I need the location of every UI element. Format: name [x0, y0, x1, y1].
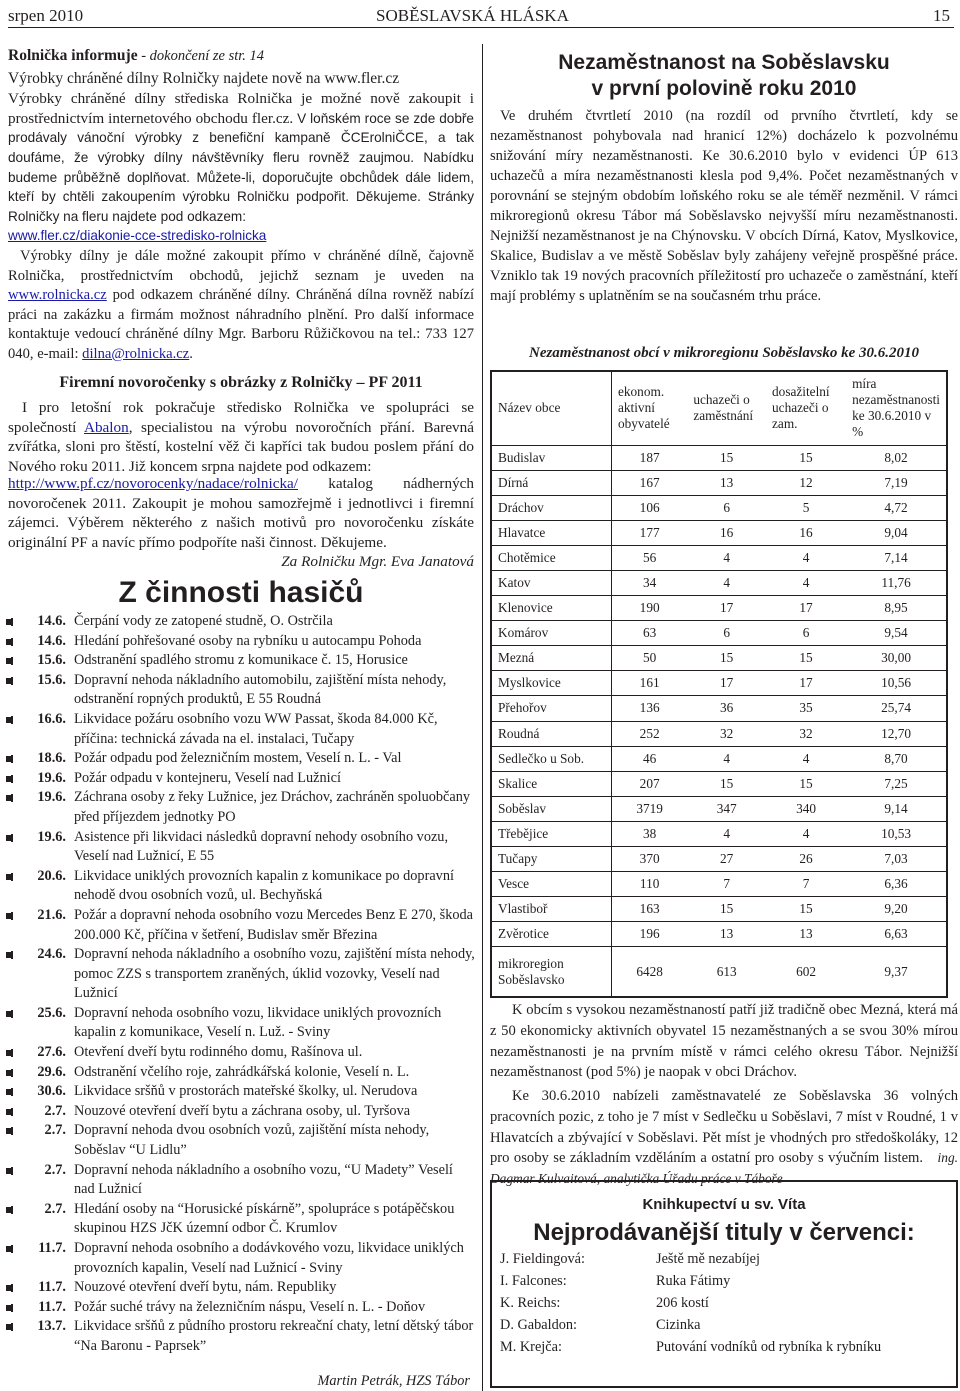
- event-date: 2.7.: [44, 1122, 66, 1139]
- column-header: ekonom. aktivní obyvatelé: [611, 371, 687, 445]
- bookshop-box: [490, 1180, 958, 1388]
- table-cell: 50: [611, 646, 687, 671]
- municipality-name: Třebějice: [491, 821, 611, 846]
- table-cell: 10,53: [846, 821, 947, 846]
- table-cell: 16: [766, 520, 846, 545]
- event-date: 11.7.: [38, 1240, 66, 1256]
- table-cell: 17: [766, 671, 846, 696]
- novorocenky-p1-body: , specialistou na výrobu novoročních přání. Barevná zvířátka, sloni pro štěstí, kostelní věž či kapříci tak budou poslem přání do Nového roku 2011. Již koncem srpna najdete pod odkazem:: [8, 418, 474, 475]
- book-title: Cizinka: [656, 1317, 701, 1333]
- event-date: 30.6.: [37, 1083, 66, 1100]
- event-date: 19.6.: [37, 828, 66, 845]
- bullet-icon: [6, 717, 13, 723]
- rolnicka-heading-note: - dokončení ze str. 14: [137, 48, 265, 64]
- table-row: [491, 596, 947, 621]
- table-total-row: [491, 947, 947, 997]
- event-date: 19.6.: [37, 769, 66, 786]
- event-item: [6, 769, 476, 789]
- event-item: [6, 710, 476, 749]
- table-caption: Nezaměstnanost obcí v mikroregionu Soběslavsko ke 30.6.2010: [528, 345, 919, 361]
- table-cell: 6: [687, 621, 766, 646]
- bullet-icon: [6, 1089, 13, 1095]
- rolnicka-paragraph-1: [8, 89, 474, 246]
- book-author: J. Fieldingová:: [500, 1251, 585, 1267]
- event-text: Požár odpadu v kontejneru, Veselí nad Lužnicí: [74, 769, 341, 786]
- event-text: Hledání pohřešované osoby na rybníku u autocampu Pohoda: [74, 632, 422, 649]
- table-cell: 7,03: [846, 847, 947, 872]
- bestseller-list: [492, 1251, 956, 1361]
- table-cell: 15: [766, 646, 846, 671]
- event-text: Odstranění spadlého stromu z komunikace č. 15, Horusice: [74, 652, 408, 669]
- event-date: 11.7.: [38, 1298, 66, 1315]
- table-row: [491, 495, 947, 520]
- nezamestnanost-title-line-1: Nezaměstnanost na Soběslavsku: [558, 51, 890, 74]
- bullet-icon: [6, 1128, 13, 1134]
- municipality-name: Hlavatce: [491, 520, 611, 545]
- event-date: 29.6.: [37, 1063, 66, 1080]
- table-cell: 4: [687, 821, 766, 846]
- table-cell: 9,54: [846, 621, 947, 646]
- nezamestnanost-paragraph-1: Ve druhém čtvrtletí 2010 (na rozdíl od prvního čtvrtletí, kdy se nezaměstnanost pohybovala nad hranicí 12%) docházelo k pozvolnému snižování míry nezaměstnanosti. Ke 30.6.2010 bylo v evidenci ÚP 613 uchazečů a míra nezaměstnanosti klesla pod 9,4%. Počet nezaměstnaných v porovnání se stejným obdobím loňského roku se ale téměř nezměnil. V rámci mikroregionů okresu Tábor má Soběslavsko nejvyšší míru nezaměstnanosti. Nejnižší nezaměstnanost je na Chýnovsku. V obcích Dírná, Katov, Myslkovice, Skalice, Budislav a ve městě Soběslav byly zahájeny veřejně prospěšné práce. Vzniklo tak 19 nových pracovních příležitostí pro uchazeče o zaměstnání, kteří mají problémy s uplatněním se na současném trhu práce.: [490, 108, 958, 304]
- table-cell: 6,36: [846, 872, 947, 897]
- bestseller-item: [492, 1251, 956, 1273]
- table-cell: 9,37: [884, 963, 908, 979]
- event-item: [6, 945, 476, 1004]
- novorocenky-paragraph-2: [8, 474, 474, 552]
- bestseller-item: [492, 1317, 956, 1339]
- event-text: Požár odpadu pod železničním mostem, Veselí n. L. - Val: [74, 750, 402, 767]
- table-cell: 16: [687, 520, 766, 545]
- event-date: 25.6.: [37, 1004, 66, 1021]
- table-cell: 12,70: [846, 721, 947, 746]
- event-date: 13.7.: [37, 1318, 66, 1335]
- bullet-icon: [6, 795, 13, 801]
- table-cell: 190: [611, 596, 687, 621]
- book-title: Putování vodníků od rybníka k rybníku: [656, 1339, 882, 1355]
- table-cell: 4: [687, 545, 766, 570]
- bullet-icon: [6, 1207, 13, 1213]
- fler-link[interactable]: www.fler.cz/diakonie-cce-stredisko-rolnicka: [8, 228, 267, 244]
- bullet-icon: [6, 1285, 13, 1291]
- table-cell: 9,14: [846, 796, 947, 821]
- bullet-icon: [6, 619, 13, 625]
- table-cell: 602: [796, 963, 817, 979]
- bullet-icon: [6, 1246, 13, 1252]
- rolnicka-web-link[interactable]: www.rolnicka.cz: [8, 287, 107, 304]
- municipality-name: Dírná: [491, 470, 611, 495]
- table-cell: 110: [611, 872, 687, 897]
- event-item: [6, 632, 476, 652]
- table-cell: 3719: [611, 796, 687, 821]
- table-cell: 9,04: [846, 520, 947, 545]
- event-item: [6, 1298, 476, 1318]
- table-cell: 7: [687, 872, 766, 897]
- novorocenky-title: Firemní novoročenky s obrázky z Rolničky – PF 2011: [59, 374, 423, 391]
- table-cell: 8,95: [846, 596, 947, 621]
- column-header: Název obce: [491, 371, 611, 445]
- event-text: Dopravní nehoda dvou osobních vozů, zajištění místa nehody, Soběslav “U Lidlu”: [74, 1122, 430, 1159]
- event-item: [6, 1082, 476, 1102]
- municipality-name: Soběslav: [491, 796, 611, 821]
- table-cell: 8,02: [846, 445, 947, 470]
- event-text: Požár a dopravní nehoda osobního vozu Mercedes Benz E 270, škoda 200.000 Kč, příčina v šetření, Budislav směr Březina: [74, 906, 474, 943]
- table-row: [491, 771, 947, 796]
- nezamestnanost-p3-body: Ke 30.6.2010 nabízeli zaměstnavatelé ze Soběslavska 36 volných pracovních pozic, z toho je 7 míst v Sedlečku u Soběslavi, 7 míst v Roudné, 1 v Hlavatcích a zbývající v Soběslavi. Pět míst je vhodných pro středoškoláky, 12 pro osoby se základním vzděláním a ostatní pro osoby s výučním listem.: [490, 1088, 958, 1167]
- table-cell: 17: [687, 671, 766, 696]
- table-row: [491, 922, 947, 947]
- event-text: Čerpání vody ze zatopené studně, O. Ostrčila: [74, 613, 333, 629]
- table-cell: 4: [687, 746, 766, 771]
- event-item: [6, 1063, 476, 1083]
- bullet-icon: [6, 1324, 13, 1330]
- event-item: [6, 612, 476, 632]
- bullet-icon: [6, 952, 13, 958]
- page-number: 15: [933, 6, 950, 25]
- bullet-icon: [6, 874, 13, 880]
- table-row: [491, 671, 947, 696]
- table-row: [491, 570, 947, 595]
- newspaper-name: SOBĚSLAVSKÁ HLÁSKA: [376, 6, 569, 25]
- nezamestnanost-title: [490, 50, 958, 102]
- municipality-name: Myslkovice: [491, 671, 611, 696]
- municipality-name: Mezná: [491, 646, 611, 671]
- table-cell: 613: [716, 963, 737, 979]
- table-cell: 15: [766, 445, 846, 470]
- table-row: [491, 746, 947, 771]
- book-author: D. Gabaldon:: [500, 1317, 578, 1333]
- table-cell: 25,74: [846, 696, 947, 721]
- event-text: Dopravní nehoda nákladního a osobního vozu, zajištění místa nehody, pomoc ZZS s transportem zraněných, úklid vozovky, Veselí nad Lužnicí: [74, 946, 475, 1002]
- rolnicka-p2-body: pod odkazem chráněné dílny. Chráněná dílna rovněž nabízí práci na zakázku a firmám možnost náhradního plnění. Pro další informace kontaktuje vedoucí chráněné dílny Mgr. Barboru Růžičkovou na tel.: 733 127 040, e-mail:: [8, 287, 474, 362]
- column-header: dosažitelní uchazeči o zam.: [766, 371, 846, 445]
- table-cell: 17: [687, 596, 766, 621]
- municipality-name: Sedlečko u Sob.: [491, 746, 611, 771]
- unemployment-table: [490, 370, 948, 998]
- table-row: [491, 545, 947, 570]
- table-cell: 161: [611, 671, 687, 696]
- table-cell: 13: [687, 470, 766, 495]
- table-cell: 7,14: [846, 545, 947, 570]
- event-text: Dopravní nehoda osobního vozu, likvidace uniklých provozních kapalin z komunikace, Veselí n. Luž. - Sviny: [74, 1004, 442, 1041]
- table-cell: 196: [611, 922, 687, 947]
- bestseller-item: [492, 1273, 956, 1295]
- event-item: [6, 1161, 476, 1200]
- municipality-name: Vesce: [491, 872, 611, 897]
- municipality-name: Roudná: [491, 721, 611, 746]
- bullet-icon: [6, 913, 13, 919]
- table-cell: 15: [766, 771, 846, 796]
- table-row: [491, 696, 947, 721]
- municipality-name: Tučapy: [491, 847, 611, 872]
- event-date: 14.6.: [37, 613, 66, 629]
- table-cell: 27: [687, 847, 766, 872]
- bullet-icon: [6, 1050, 13, 1056]
- book-title: Ještě mě nezabíjej: [656, 1251, 761, 1267]
- event-date: 19.6.: [37, 789, 66, 806]
- event-date: 2.7.: [44, 1200, 66, 1217]
- book-title: 206 kostí: [656, 1295, 709, 1311]
- municipality-name: Chotěmice: [491, 545, 611, 570]
- table-cell: 6: [687, 495, 766, 520]
- table-cell: 6,63: [846, 922, 947, 947]
- municipality-name: Zvěrotice: [491, 922, 611, 947]
- event-date: 27.6.: [37, 1044, 66, 1061]
- municipality-name: Přehořov: [491, 696, 611, 721]
- event-date: 15.6.: [37, 652, 66, 669]
- table-cell: 12: [766, 470, 846, 495]
- table-row: [491, 621, 947, 646]
- municipality-name: Katov: [491, 570, 611, 595]
- bullet-icon: [6, 1305, 13, 1311]
- table-cell: 370: [611, 847, 687, 872]
- municipality-name: Dráchov: [491, 495, 611, 520]
- book-title: Ruka Fátimy: [656, 1273, 731, 1289]
- event-date: 16.6.: [37, 710, 66, 727]
- book-author: K. Reichs:: [500, 1295, 561, 1311]
- issue-date: srpen 2010: [8, 6, 84, 25]
- table-cell: 136: [611, 696, 687, 721]
- municipality-name: Skalice: [491, 771, 611, 796]
- table-cell: 11,76: [846, 570, 947, 595]
- column-header: uchazeči o zaměstnání: [687, 371, 766, 445]
- bullet-icon: [6, 1070, 13, 1076]
- table-cell: 38: [611, 821, 687, 846]
- table-row: [491, 445, 947, 470]
- novorocenky-paragraph: [8, 398, 474, 476]
- page-header: [8, 4, 954, 28]
- event-item: [6, 828, 476, 867]
- event-text: Dopravní nehoda nákladního automobilu, zajištění místa nehody, odstranění ropných produktů, E 55 Roudná: [74, 671, 447, 708]
- nezamestnanost-paragraph-3: [490, 1086, 958, 1190]
- event-date: 24.6.: [37, 946, 66, 963]
- event-text: Asistence při likvidaci následků dopravní nehody osobního vozu, Veselí nad Lužnicí, E 55: [74, 828, 449, 865]
- table-cell: 4: [687, 570, 766, 595]
- region-name: mikroregion Soběslavsko: [491, 947, 611, 997]
- event-text: Nouzové otevření dveří bytu, nám. Republiky: [74, 1279, 337, 1296]
- table-cell: 4: [766, 821, 846, 846]
- event-item: [6, 1043, 476, 1063]
- table-cell: 177: [611, 520, 687, 545]
- rolnicka-p2-end: .: [189, 345, 193, 362]
- novorocenky-p1-lead: I pro letošní rok pokračuje středisko Rolnička ve spolupráci se společností: [8, 399, 474, 436]
- table-cell: 6: [766, 621, 846, 646]
- table-cell: 163: [611, 897, 687, 922]
- table-cell: 17: [766, 596, 846, 621]
- table-cell: 4,72: [846, 495, 947, 520]
- book-author: I. Falcones:: [500, 1273, 567, 1289]
- table-cell: 46: [611, 746, 687, 771]
- event-item: [6, 1200, 476, 1239]
- table-cell: 15: [687, 646, 766, 671]
- bookshop-title: Nejprodávanější tituly v červenci:: [533, 1219, 915, 1246]
- table-cell: 15: [687, 897, 766, 922]
- rolnicka-p1-lead: Výrobky chráněné dílny střediska Rolnička je možné nově zakoupit i prostřednictvím internetového obchodu fler.cz.: [8, 90, 474, 127]
- table-row: [491, 897, 947, 922]
- table-cell: 56: [611, 545, 687, 570]
- table-row: [491, 721, 947, 746]
- hasici-events-list: [6, 612, 476, 1357]
- event-text: Dopravní nehoda osobního a dodávkového vozu, likvidace uniklých provozních kapalin, Veselí nad Lužnicí - Sviny: [74, 1240, 464, 1276]
- event-text: Likvidace požáru osobního vozu WW Passat, škoda 84.000 Kč, příčina: technická závada na el. instalaci, Tučapy: [74, 710, 438, 747]
- table-row: [491, 872, 947, 897]
- table-cell: 106: [611, 495, 687, 520]
- table-cell: 7: [766, 872, 846, 897]
- nezamestnanost-signature: ing. Dagmar Kulvaitová, analytička Úřadu práce v Táboře: [490, 1150, 958, 1187]
- table-row: [491, 821, 947, 846]
- table-cell: 32: [687, 721, 766, 746]
- event-text: Hledání osoby na “Horusické pískárně”, spolupráce s potápěčskou skupinou HZS JčK územní odbor Č. Krumlov: [74, 1200, 455, 1237]
- event-item: [6, 1239, 476, 1278]
- event-item: [6, 1121, 476, 1160]
- bullet-icon: [6, 776, 13, 782]
- municipality-name: Klenovice: [491, 596, 611, 621]
- event-date: 18.6.: [37, 750, 66, 767]
- event-item: [6, 651, 476, 671]
- table-cell: 36: [687, 696, 766, 721]
- event-text: Požár suché trávy na železničním náspu, Veselí n. L. - Doňov: [74, 1298, 426, 1315]
- column-divider: [482, 44, 483, 1391]
- municipality-name: Komárov: [491, 621, 611, 646]
- event-text: Dopravní nehoda nákladního a osobního vozu, “U Madety” Veselí nad Lužnicí: [74, 1161, 453, 1198]
- event-text: Odstranění včelího roje, zahrádkářská kolonie, Veselí n. L.: [74, 1063, 410, 1080]
- table-cell: 252: [611, 721, 687, 746]
- table-cell: 5: [766, 495, 846, 520]
- municipality-name: Budislav: [491, 445, 611, 470]
- bestseller-item: [492, 1339, 956, 1361]
- bullet-icon: [6, 1109, 13, 1115]
- rolnicka-p1-body: V loňském roce se zde dobře prodávaly vánoční výrobky z benefiční kampaně ČCErolniČCE, a tak doufáme, že výrobky dílny návštěvníky fleru rovněž zaujmou. Nabídku budeme průběžně doplňovat. Můžete-li, doporučujte obchůdek dále lidem, kteří by chtěli zakoupením výrobku Rolničku podpořit. Děkujeme. Stránky Rolničky na fleru najdete pod odkazem:: [8, 110, 474, 224]
- nezamestnanost-title-line-2: v první polovině roku 2010: [591, 77, 857, 100]
- event-item: [6, 749, 476, 769]
- event-text: Nouzové otevření dveří bytu a záchrana osoby, ul. Tyršova: [74, 1102, 411, 1119]
- table-cell: 63: [611, 621, 687, 646]
- table-cell: 4: [766, 746, 846, 771]
- bestseller-item: [492, 1295, 956, 1317]
- bullet-icon: [6, 756, 13, 762]
- novorocenky-signature: Za Rolničku Mgr. Eva Janatová: [281, 553, 474, 570]
- table-header-row: [491, 371, 947, 445]
- nezamestnanost-paragraph-2: K obcím s vysokou nezaměstnaností patří již tradičně obec Mezná, která má z 50 ekonomicky aktivních obyvatel 15 nezaměstnaných a se svou 30% mírou nezaměstnanosti je na prvním místě v rámci celého okresu Tábor. Nejnižší nezaměstnanost (pod 5%) je naopak v obci Dráchov.: [490, 1002, 958, 1081]
- table-row: [491, 847, 947, 872]
- table-cell: 30,00: [846, 646, 947, 671]
- event-date: 2.7.: [44, 1161, 66, 1178]
- event-item: [6, 671, 476, 710]
- table-cell: 187: [611, 445, 687, 470]
- table-row: [491, 470, 947, 495]
- table-cell: 340: [766, 796, 846, 821]
- table-cell: 15: [687, 445, 766, 470]
- table-cell: 347: [687, 796, 766, 821]
- event-item: [6, 788, 476, 827]
- event-date: 14.6.: [37, 632, 66, 649]
- table-row: [491, 796, 947, 821]
- column-header: míra nezaměstnanosti ke 30.6.2010 v %: [846, 371, 947, 445]
- table-cell: 13: [687, 922, 766, 947]
- municipality-name: Vlastiboř: [491, 897, 611, 922]
- table-cell: 35: [766, 696, 846, 721]
- table-cell: 8,70: [846, 746, 947, 771]
- event-date: 21.6.: [37, 906, 66, 923]
- table-cell: 15: [687, 771, 766, 796]
- pf-catalog-link[interactable]: http://www.pf.cz/novorocenky/nadace/rolnicka/: [8, 475, 299, 492]
- table-row: [491, 520, 947, 545]
- event-date: 20.6.: [37, 867, 66, 884]
- event-item: [6, 867, 476, 906]
- bullet-icon: [6, 639, 13, 645]
- table-cell: 15: [766, 897, 846, 922]
- table-cell: 167: [611, 470, 687, 495]
- event-text: Otevření dveří bytu rodinného domu, Rašínova ul.: [74, 1044, 363, 1061]
- bookshop-name: Knihkupectví u sv. Víta: [642, 1196, 806, 1213]
- table-cell: 4: [766, 570, 846, 595]
- table-cell: 10,56: [846, 671, 947, 696]
- event-item: [6, 1317, 476, 1356]
- bullet-icon: [6, 678, 13, 684]
- book-author: M. Krejča:: [500, 1339, 562, 1355]
- rolnicka-article: [8, 46, 474, 365]
- hasici-signature: Martin Petrák, HZS Tábor: [317, 1373, 470, 1389]
- event-text: Likvidace sršňů z půdního prostoru rekreační chaty, letní dětský tábor “Na Baronu - Paprsek”: [74, 1318, 474, 1354]
- bullet-icon: [6, 835, 13, 841]
- bullet-icon: [6, 658, 13, 664]
- event-item: [6, 1278, 476, 1298]
- event-text: Záchrana osoby z řeky Lužnice, jez Dráchov, zachráněn spoluobčany před příjezdem jednotky PO: [74, 789, 471, 825]
- event-text: Likvidace uniklých provozních kapalin z komunikace po dopravní nehodě dvou osobních vozů, ul. Bechyňská: [74, 867, 454, 904]
- rolnicka-p2-lead: Výrobky dílny je dále možné zakoupit přímo v chráněné dílně, čajovně Rolnička, prostřednictvím obchodů, jejichž seznam je uveden na: [8, 247, 474, 284]
- event-date: 2.7.: [44, 1102, 66, 1119]
- abalon-link[interactable]: Abalon: [83, 418, 129, 436]
- table-cell: 34: [611, 570, 687, 595]
- email-link[interactable]: dilna@rolnicka.cz: [82, 345, 190, 362]
- table-cell: 9,20: [846, 897, 947, 922]
- event-text: Likvidace sršňů v prostorách mateřské školky, ul. Nerudova: [74, 1083, 418, 1100]
- rolnicka-heading-title: Rolnička informuje: [8, 47, 138, 64]
- hasici-title: Z činnosti hasičů: [118, 576, 364, 609]
- event-item: [6, 1102, 476, 1122]
- table-cell: 6428: [636, 963, 663, 979]
- rolnicka-paragraph-2: [8, 247, 474, 365]
- table-cell: 7,19: [846, 470, 947, 495]
- table-cell: 13: [766, 922, 846, 947]
- rolnicka-subheading: Výrobky chráněné dílny Rolničky najdete nově na www.fler.cz: [8, 69, 400, 87]
- table-cell: 26: [766, 847, 846, 872]
- event-item: [6, 906, 476, 945]
- event-date: 15.6.: [37, 671, 66, 688]
- rolnicka-heading: [8, 46, 474, 67]
- novorocenky-p2-body: katalog nádherných novoročenek 2011. Zakoupit je mohou samozřejmě i jednotlivci i firemní zájemci. Výběrem některého z našich motivů pro novoročenku získáte originální PF a navíc přímo podpoříte naši činnost. Děkujeme.: [8, 475, 474, 551]
- bullet-icon: [6, 1011, 13, 1017]
- table-cell: 7,25: [846, 771, 947, 796]
- table-cell: 4: [766, 545, 846, 570]
- bullet-icon: [6, 1168, 13, 1174]
- table-row: [491, 646, 947, 671]
- event-date: 11.7.: [38, 1279, 66, 1296]
- table-cell: 207: [611, 771, 687, 796]
- event-item: [6, 1004, 476, 1043]
- table-cell: 32: [766, 721, 846, 746]
